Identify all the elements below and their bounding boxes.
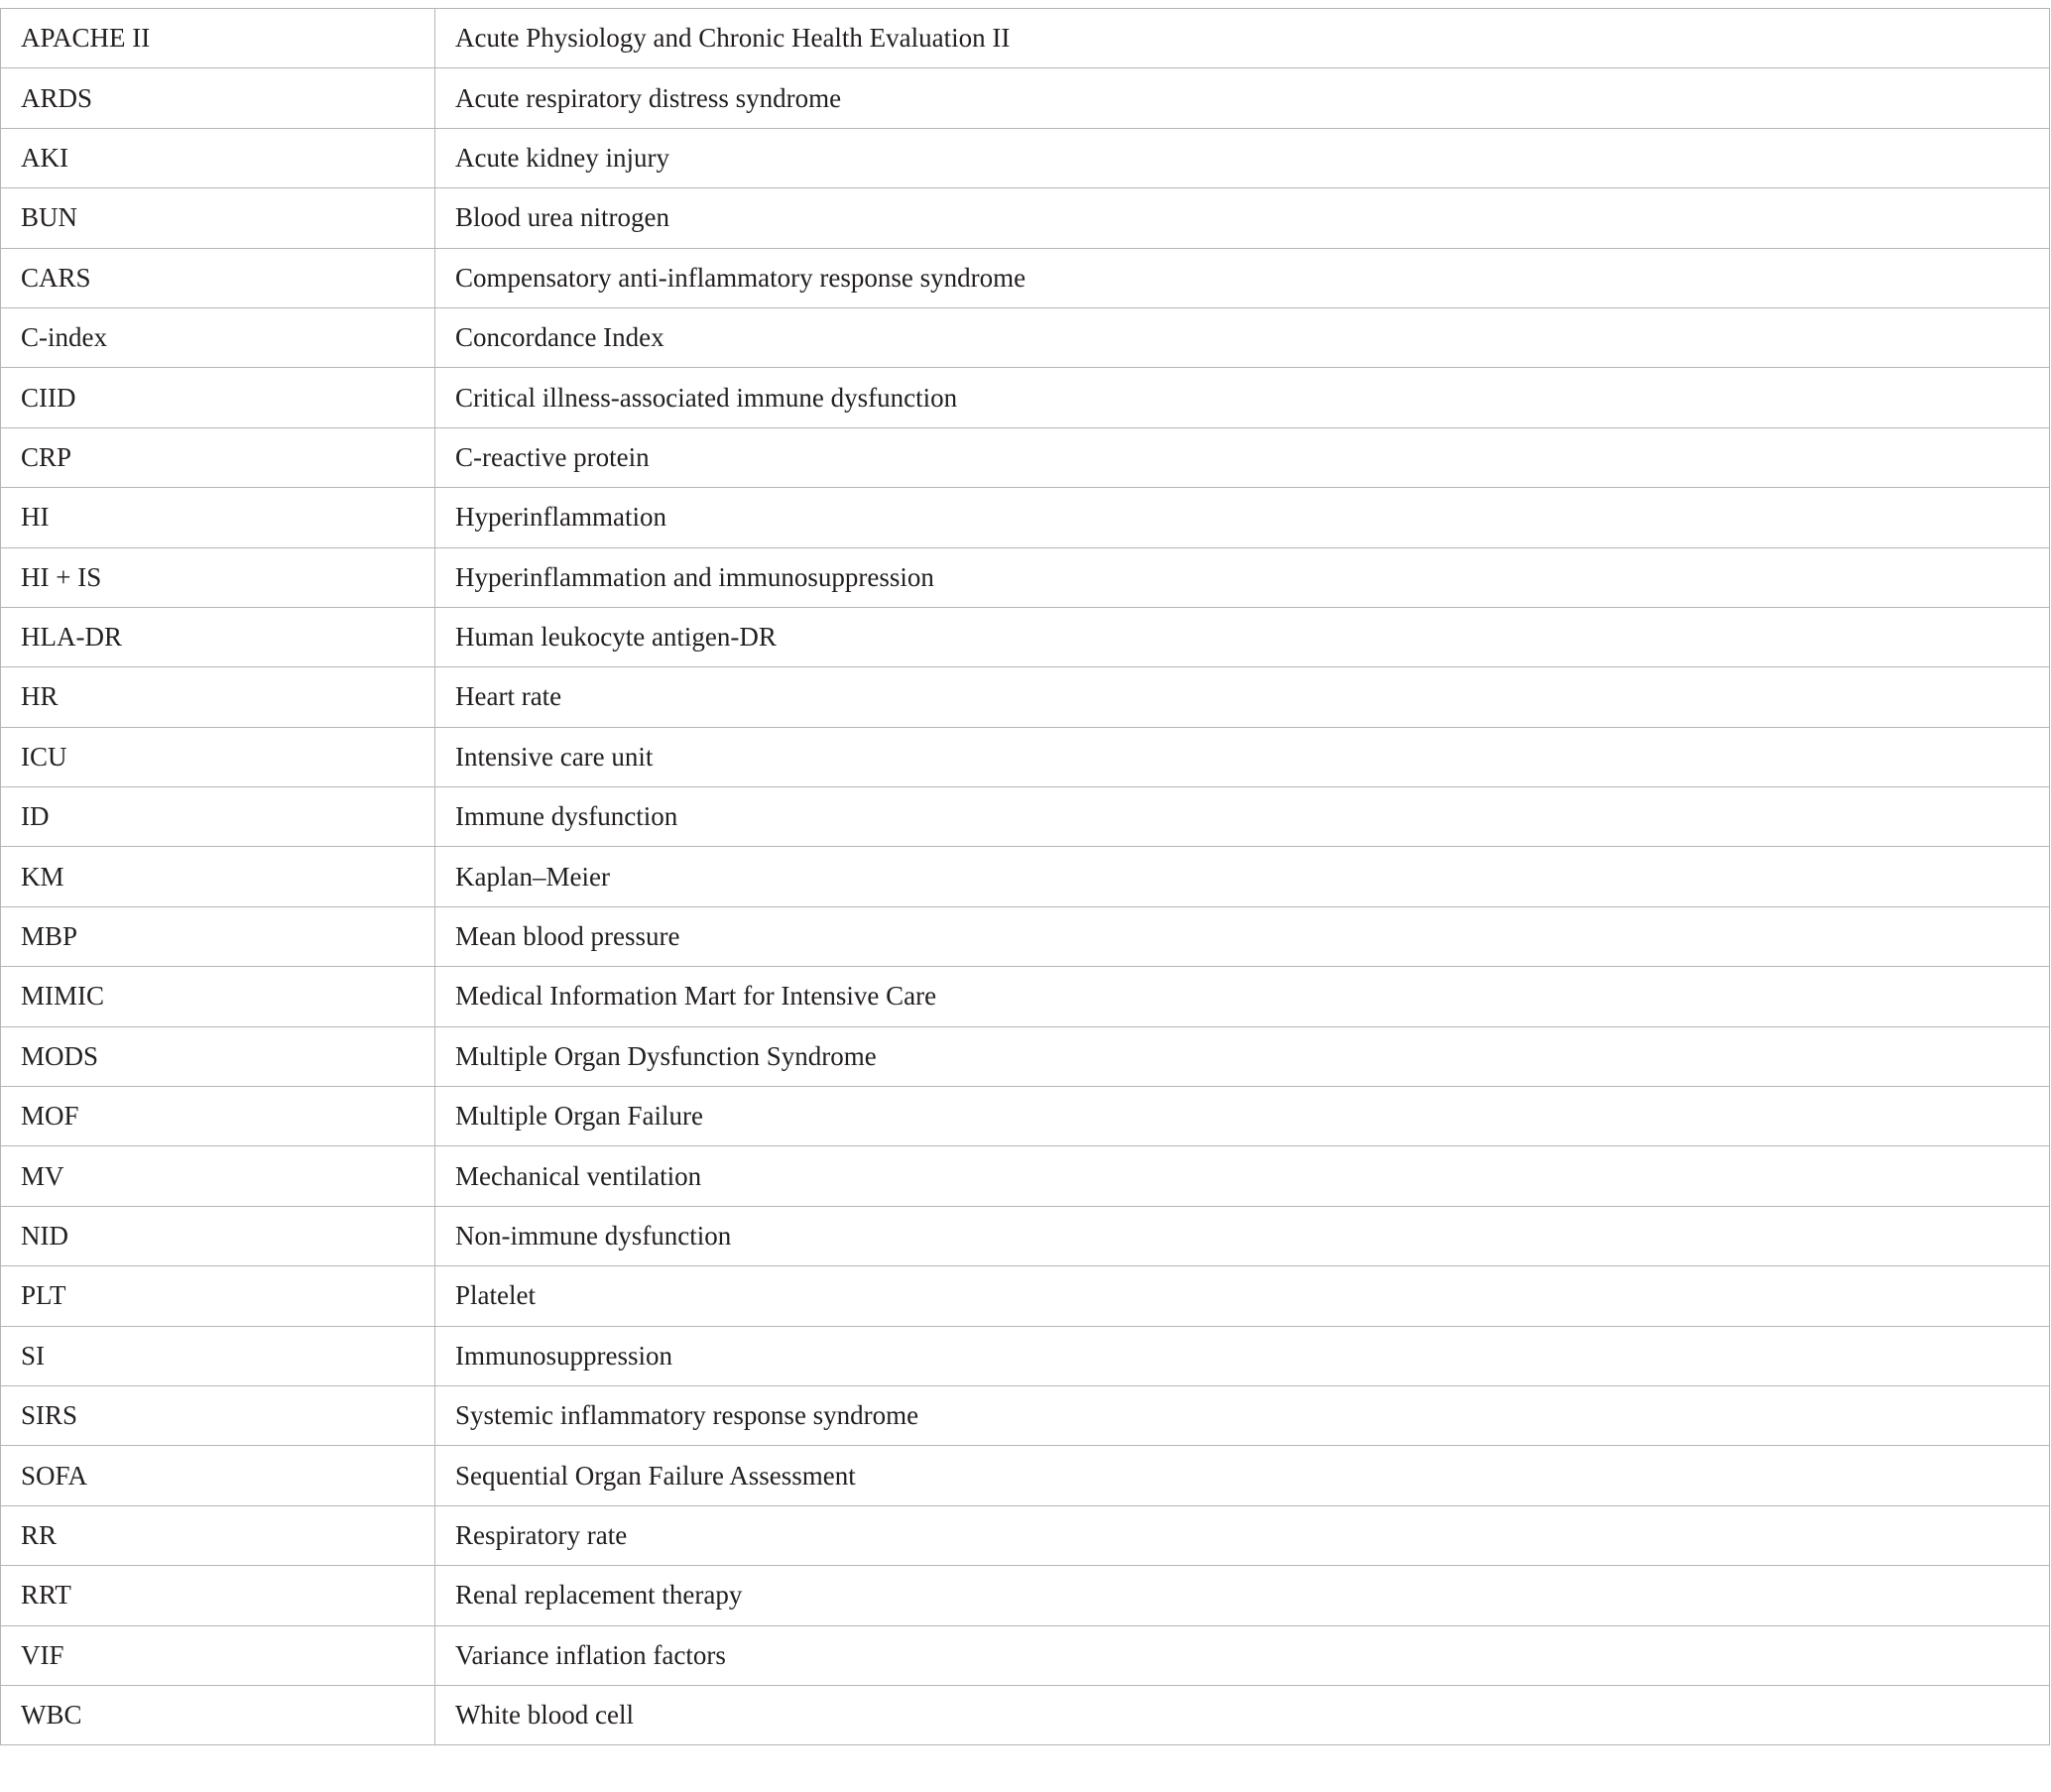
abbreviation-cell: SOFA (1, 1446, 435, 1505)
abbreviation-cell: HI + IS (1, 547, 435, 607)
definition-cell: Multiple Organ Failure (435, 1087, 2050, 1146)
abbreviation-cell: C-index (1, 307, 435, 367)
table-row (1, 1625, 2050, 1685)
definition-cell: Renal replacement therapy (435, 1566, 2050, 1625)
abbreviation-cell: MV (1, 1146, 435, 1206)
table-row (1, 607, 2050, 666)
abbreviation-cell: CRP (1, 427, 435, 487)
abbreviation-cell: AKI (1, 128, 435, 187)
table-row (1, 1685, 2050, 1744)
definition-cell: Heart rate (435, 667, 2050, 727)
definition-cell: Immune dysfunction (435, 787, 2050, 847)
definition-cell: Medical Information Mart for Intensive Care (435, 967, 2050, 1026)
table-row (1, 1326, 2050, 1385)
abbreviation-cell: KM (1, 847, 435, 906)
table-row (1, 1206, 2050, 1265)
abbreviation-cell: HLA-DR (1, 607, 435, 666)
definition-cell: Mean blood pressure (435, 906, 2050, 966)
definition-cell: Acute kidney injury (435, 128, 2050, 187)
table-row (1, 188, 2050, 248)
abbreviation-cell: RR (1, 1505, 435, 1565)
definition-cell: Variance inflation factors (435, 1625, 2050, 1685)
definition-cell: Respiratory rate (435, 1505, 2050, 1565)
definition-cell: Platelet (435, 1266, 2050, 1326)
definition-cell: Non-immune dysfunction (435, 1206, 2050, 1265)
table-row (1, 667, 2050, 727)
abbreviation-cell: VIF (1, 1625, 435, 1685)
table-row (1, 1087, 2050, 1146)
definition-cell: Acute Physiology and Chronic Health Evaluation II (435, 9, 2050, 68)
table-row (1, 787, 2050, 847)
table-row (1, 1446, 2050, 1505)
table-row (1, 1385, 2050, 1445)
abbreviation-cell: CARS (1, 248, 435, 307)
abbreviation-cell: APACHE II (1, 9, 435, 68)
table-row (1, 248, 2050, 307)
abbreviation-cell: MIMIC (1, 967, 435, 1026)
table-row (1, 1146, 2050, 1206)
abbreviation-cell: ID (1, 787, 435, 847)
table-row (1, 427, 2050, 487)
table-row (1, 906, 2050, 966)
table-row (1, 547, 2050, 607)
definition-cell: Hyperinflammation (435, 488, 2050, 547)
definition-cell: C-reactive protein (435, 427, 2050, 487)
definition-cell: Human leukocyte antigen-DR (435, 607, 2050, 666)
definition-cell: Concordance Index (435, 307, 2050, 367)
table-row (1, 68, 2050, 128)
definition-cell: White blood cell (435, 1685, 2050, 1744)
abbreviation-cell: MBP (1, 906, 435, 966)
definition-cell: Sequential Organ Failure Assessment (435, 1446, 2050, 1505)
abbreviation-cell: HI (1, 488, 435, 547)
abbreviation-cell: ARDS (1, 68, 435, 128)
table-row (1, 847, 2050, 906)
abbreviation-cell: MODS (1, 1026, 435, 1086)
abbreviation-cell: RRT (1, 1566, 435, 1625)
table-row (1, 368, 2050, 427)
definition-cell: Multiple Organ Dysfunction Syndrome (435, 1026, 2050, 1086)
definition-cell: Kaplan–Meier (435, 847, 2050, 906)
definition-cell: Hyperinflammation and immunosuppression (435, 547, 2050, 607)
table-row (1, 967, 2050, 1026)
definition-cell: Mechanical ventilation (435, 1146, 2050, 1206)
table-body (1, 9, 2050, 1745)
abbreviation-cell: MOF (1, 1087, 435, 1146)
table-row (1, 1266, 2050, 1326)
definition-cell: Acute respiratory distress syndrome (435, 68, 2050, 128)
definition-cell: Blood urea nitrogen (435, 188, 2050, 248)
table-row (1, 9, 2050, 68)
abbreviation-cell: CIID (1, 368, 435, 427)
abbreviation-cell: SI (1, 1326, 435, 1385)
table-row (1, 128, 2050, 187)
definition-cell: Critical illness-associated immune dysfunction (435, 368, 2050, 427)
definition-cell: Compensatory anti-inflammatory response syndrome (435, 248, 2050, 307)
definition-cell: Intensive care unit (435, 727, 2050, 786)
abbreviation-cell: NID (1, 1206, 435, 1265)
definition-cell: Immunosuppression (435, 1326, 2050, 1385)
table-row (1, 1505, 2050, 1565)
abbreviation-cell: ICU (1, 727, 435, 786)
abbreviation-cell: PLT (1, 1266, 435, 1326)
table-row (1, 1566, 2050, 1625)
abbreviation-cell: BUN (1, 188, 435, 248)
table-row (1, 727, 2050, 786)
abbreviation-cell: SIRS (1, 1385, 435, 1445)
abbreviation-cell: WBC (1, 1685, 435, 1744)
abbreviation-cell: HR (1, 667, 435, 727)
table-row (1, 488, 2050, 547)
abbreviations-table (0, 8, 2050, 1745)
definition-cell: Systemic inflammatory response syndrome (435, 1385, 2050, 1445)
table-row (1, 307, 2050, 367)
table-row (1, 1026, 2050, 1086)
